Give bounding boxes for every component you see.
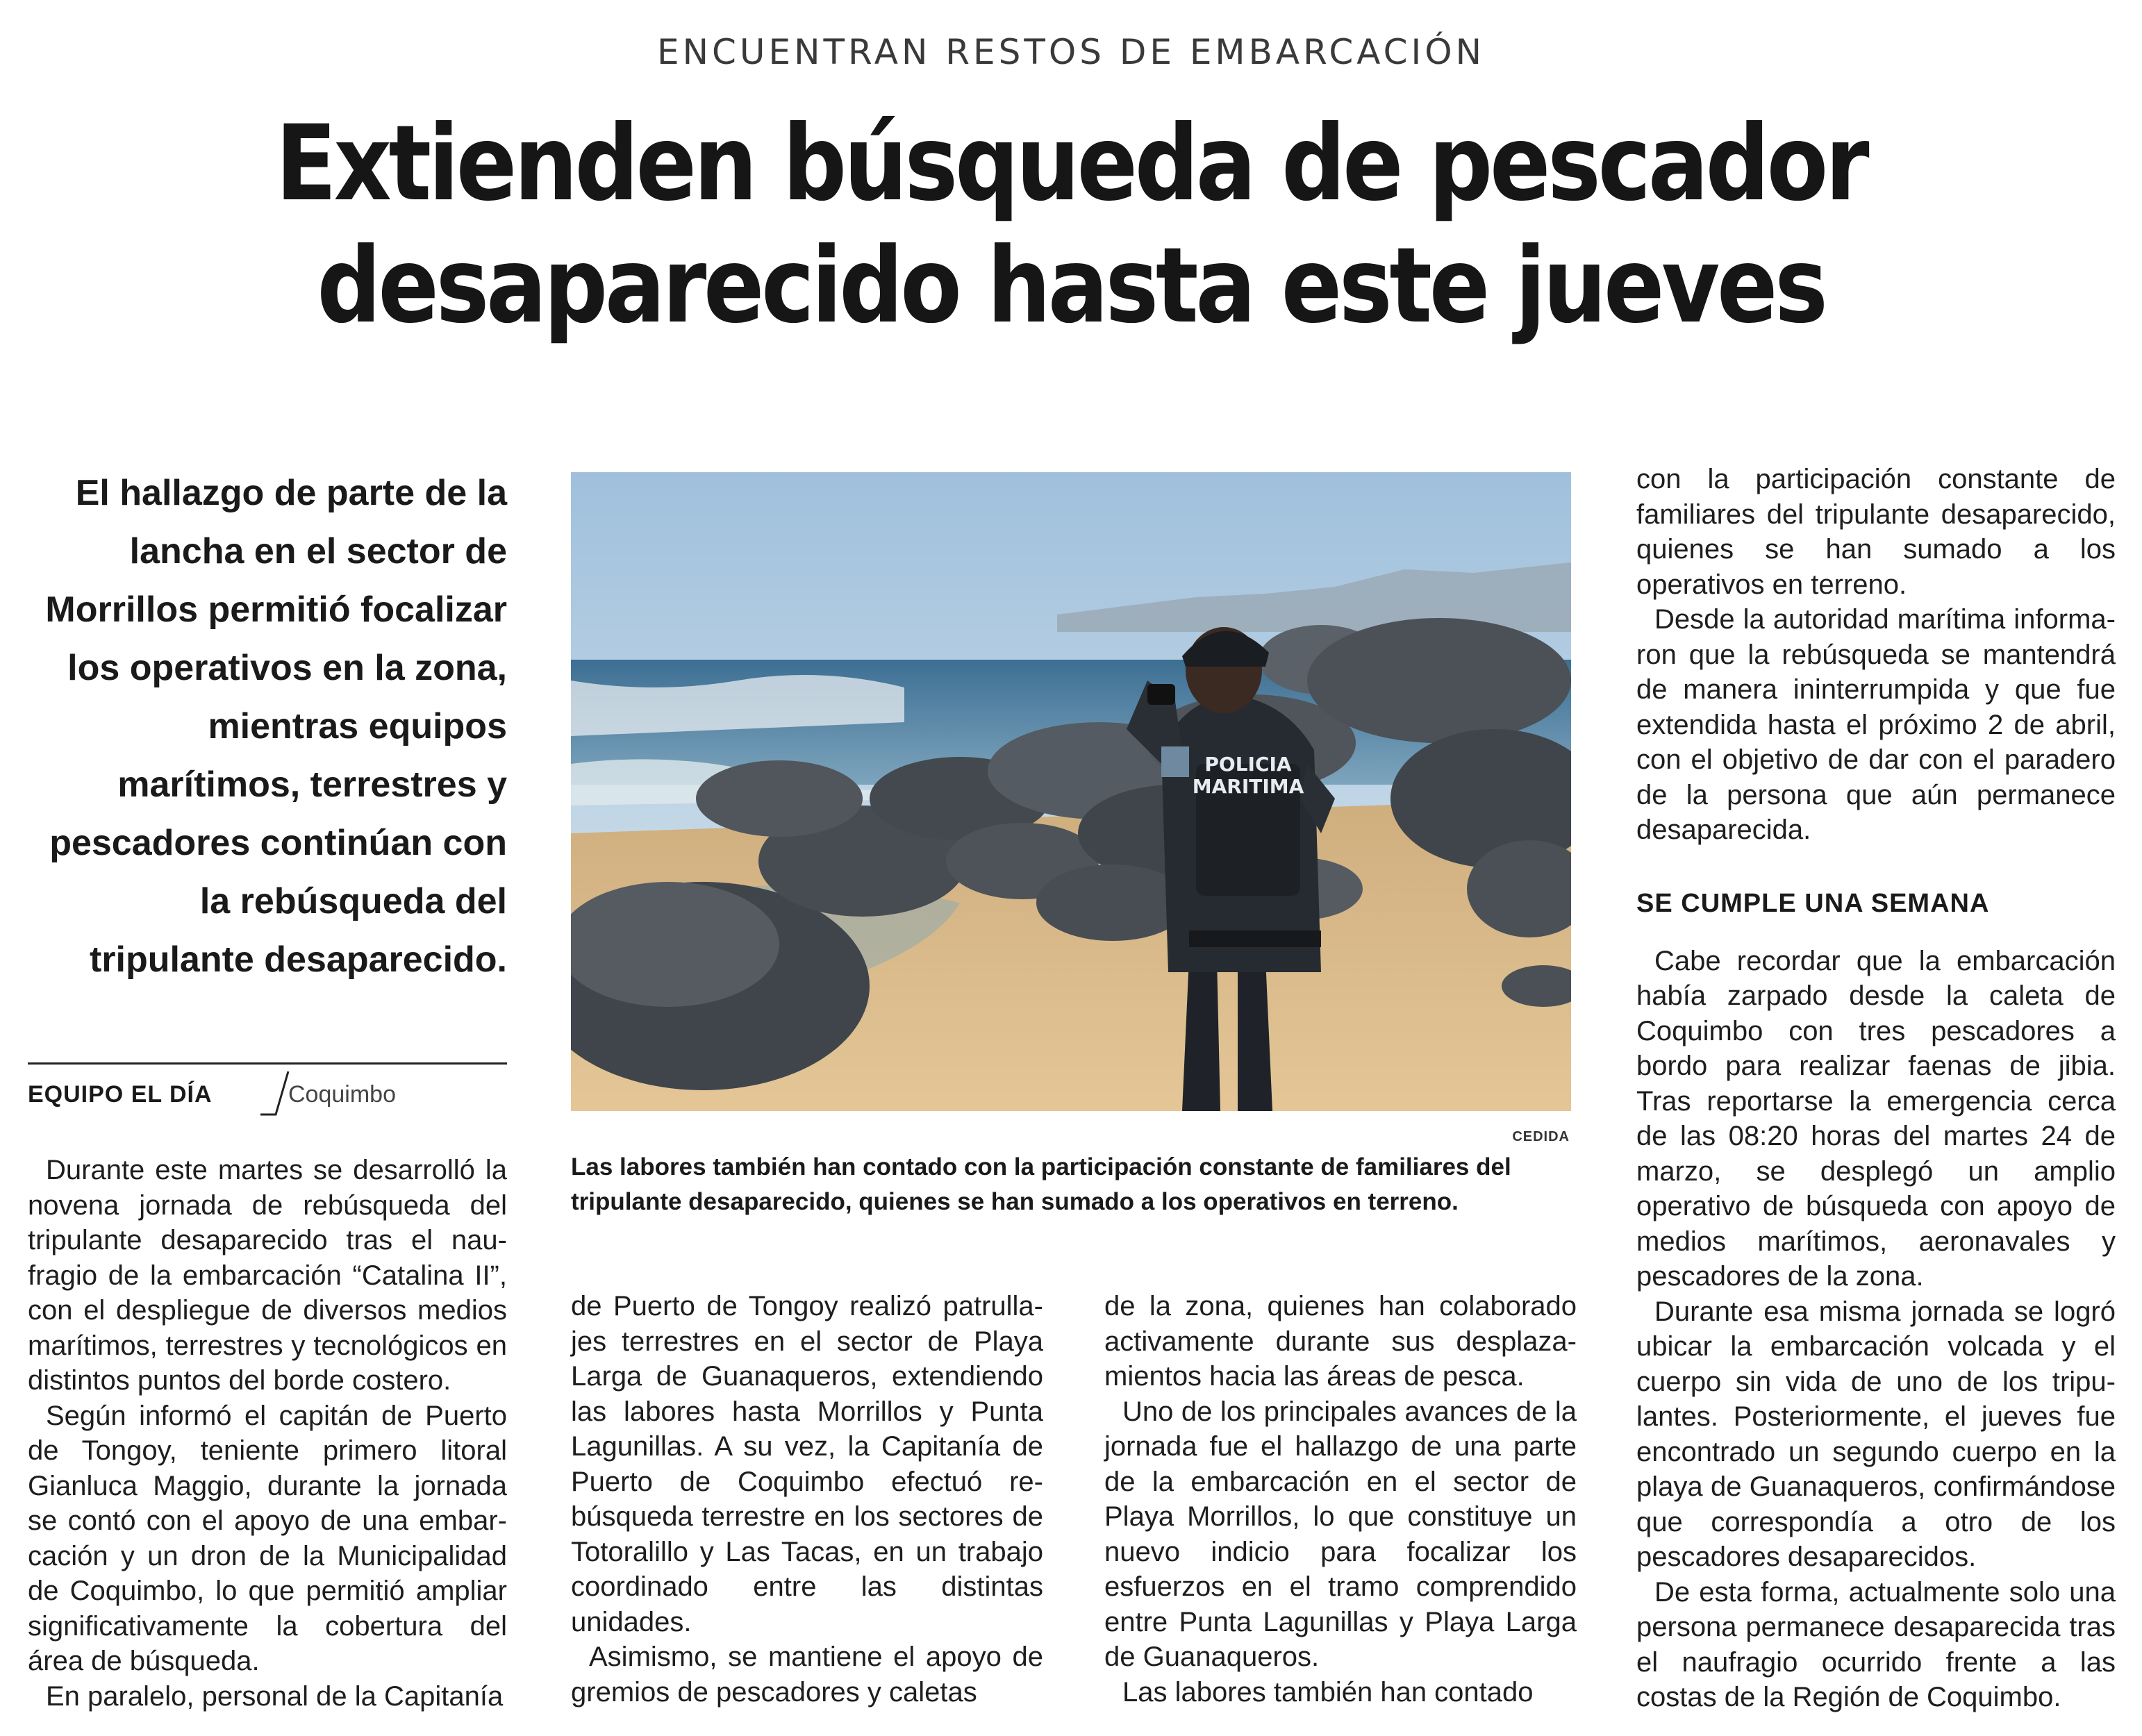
headline <box>150 103 1992 347</box>
news-photo <box>571 472 1571 1111</box>
paragraph: Asimismo, se mantiene el apoyo de gremios de pescadores y caletas <box>571 1642 1043 1708</box>
byline <box>28 1062 507 1113</box>
paragraph: Las labores también han contado <box>1122 1676 1534 1708</box>
byline-team: EQUIPO EL DÍA <box>28 1081 213 1108</box>
photo-credit: CEDIDA <box>1512 1129 1570 1144</box>
paragraph: Cabe recordar que la embarcación había zarpado desde la caleta de Coquimbo con tres pescadores a bordo para realizar faenas de jibia. Tras reportarse la emergencia cerca de las 08:20 horas del martes 24 de marzo, se desplegó un amplio operativo de búsqueda con apoyo de medios marítimos, aeronavales y pescadores de la zona. <box>1636 945 2116 1292</box>
paragraph: Durante este martes se desarrolló la novena jornada de rebúsqueda del tripulante desaparecido tras el naufragio de la embarcación “Catalina II”, con el despliegue de diversos medios marítimos, terrestres y tecnológicos en distintos puntos del borde costero. <box>28 1155 507 1396</box>
body-column-3 <box>1104 1289 1577 1710</box>
lead-paragraph: El hallazgo de parte de la lancha en el sector de Morrillos permitió focalizar los operativos en la zona, mientras equipos marítimos, terrestres y pescadores continúan con la rebúsqueda del tripulante desaparecido. <box>45 473 507 980</box>
vest-text-line-1: POLICIA <box>1204 753 1292 776</box>
body-column-1 <box>28 1153 507 1714</box>
paragraph: con la participación constante de familiares del tripulante desaparecido, quienes se han sumado a los operativos en terreno. <box>1636 464 2116 600</box>
paragraph: En paralelo, personal de la Capitanía <box>46 1680 504 1712</box>
paragraph: De esta forma, actualmente solo una persona permanece desaparecida tras el naufragio ocurrido frente a las costas de la Región de Coquimbo. <box>1636 1576 2116 1712</box>
headline-line-2: desaparecido hasta este jueves <box>317 226 1825 347</box>
paragraph: Según informó el capitán de Puerto de Tongoy, teniente primero litoral Gianluca Maggio, durante la jornada se contó con el apoyo de una embarcación y un dron de la Municipalidad de Coquimbo, lo que permitió ampliar significativamente la cobertura del área de búsqueda. <box>28 1400 507 1676</box>
body-column-4 <box>1636 462 2116 1715</box>
kicker: ENCUENTRAN RESTOS DE EMBARCACIÓN <box>657 32 1485 72</box>
headline-line-1: Extienden búsqueda de pescador <box>275 103 1867 224</box>
paragraph: Uno de los principales avances de la jornada fue el hallazgo de una parte de la embarcación en el sector de Playa Morrillos, lo que constituye un nuevo indicio para focalizar los esfuerzos en el tramo comprendido entre Punta Lagunillas y Playa Larga de Guanaqueros. <box>1104 1396 1577 1672</box>
byline-city: Coquimbo <box>288 1081 396 1108</box>
photo-caption: Las labores también han contado con la participación constante de familiares del tripulante desaparecido, quienes se han sumado a los operativos en terreno. <box>571 1153 1511 1215</box>
paragraph: de Puerto de Tongoy realizó patrullajes terrestres en el sector de Playa Larga de Guanaqueros, extendiendo las labores hasta Morrillos y Punta Lagunillas. A su vez, la Capitanía de Puerto de Coquimbo efectuó rebúsqueda terrestre en los sectores de Totoralillo y Las Tacas, en un trabajo coordinado entre las distintas unidades. <box>571 1291 1043 1637</box>
section-subhead: SE CUMPLE UNA SEMANA <box>1636 888 1990 918</box>
paragraph: Durante esa misma jornada se logró ubicar la embarcación volcada y el cuerpo sin vida de uno de los tripulantes. Posteriormente, el jueves fue encontrado un segundo cuerpo en la playa de Guanaqueros, confirmándose que correspondía a otro de los pescadores desaparecidos. <box>1636 1296 2116 1572</box>
vest-text-line-2: MARITIMA <box>1192 775 1304 798</box>
paragraph: Desde la autoridad marítima informaron que la rebúsqueda se mantendrá de manera ininterrumpida y que fue extendida hasta el próximo 2 de abril, con el objetivo de dar con el paradero de la persona que aún permanece desaparecida. <box>1636 604 2116 845</box>
paragraph: de la zona, quienes han colaborado activamente durante sus desplazamientos hacia las áreas de pesca. <box>1104 1291 1577 1392</box>
body-column-2 <box>571 1289 1043 1710</box>
photo-illustration <box>571 472 1571 1111</box>
